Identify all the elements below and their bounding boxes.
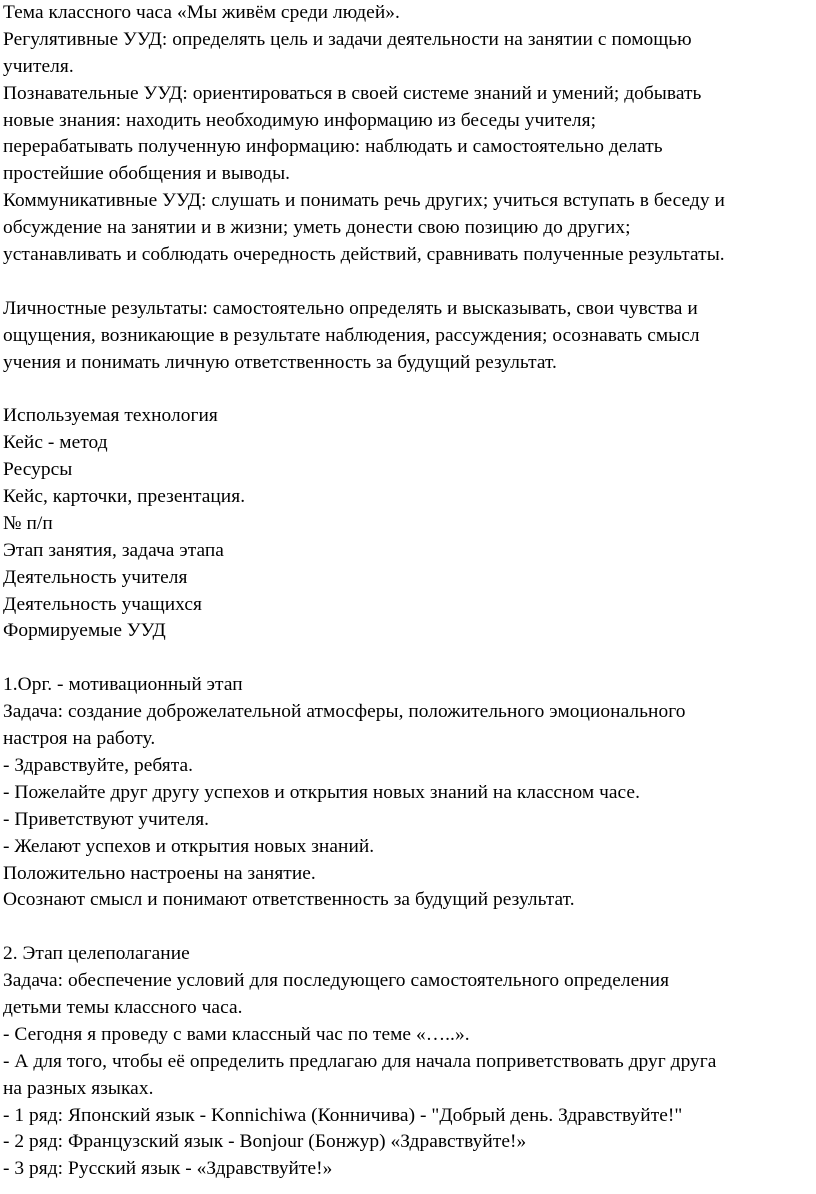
text-line: - Сегодня я проведу с вами классный час по теме «…..». <box>3 1023 470 1045</box>
text-line: Задача: создание доброжелательной атмосферы, положительного эмоционального <box>3 701 686 723</box>
text-line: Кейс - метод <box>3 432 108 454</box>
text-line: настроя на работу. <box>3 728 156 750</box>
text-line: перерабатывать полученную информацию: наблюдать и самостоятельно делать <box>3 136 663 158</box>
text-line: - Приветствуют учителя. <box>3 808 210 830</box>
text-line: Тема классного часа «Мы живём среди людей». <box>3 2 400 23</box>
text-line: 1.Орг. - мотивационный этап <box>3 674 243 696</box>
text-line: - 2 ряд: Французский язык - Bonjour (Бонжур) «Здравствуйте!» <box>3 1131 527 1153</box>
text-line: Этап занятия, задача этапа <box>3 539 224 561</box>
text-line: простейшие обобщения и выводы. <box>3 163 291 185</box>
text-line: новые знания: находить необходимую информацию из беседы учителя; <box>3 109 597 131</box>
text-line: Коммуникативные УУД: слушать и понимать речь других; учиться вступать в беседу и <box>3 190 725 212</box>
blank-line <box>3 269 815 296</box>
text-line: учителя. <box>3 55 74 77</box>
text-line: Регулятивные УУД: определять цель и задачи деятельности на занятии с помощью <box>3 28 692 50</box>
text-line: детьми темы классного часа. <box>3 996 243 1018</box>
text-line: Личностные результаты: самостоятельно определять и высказывать, свои чувства и <box>3 297 698 319</box>
text-line: ощущения, возникающие в результате наблюдения, рассуждения; осознавать смысл <box>3 324 700 346</box>
text-line: Задача: обеспечение условий для последующего самостоятельного определения <box>3 970 670 992</box>
text-line: - Желают успехов и открытия новых знаний. <box>3 835 375 857</box>
text-line: на разных языках. <box>3 1077 154 1099</box>
text-line: Познавательные УУД: ориентироваться в своей системе знаний и умений; добывать <box>3 82 702 104</box>
text-line: устанавливать и соблюдать очередность действий, сравнивать полученные результаты. <box>3 244 725 266</box>
text-line: - А для того, чтобы её определить предлагаю для начала поприветствовать друг друга <box>3 1050 717 1072</box>
text-line: 2. Этап целеполагание <box>3 943 190 965</box>
text-line: Деятельность учителя <box>3 566 188 588</box>
document-page <box>3 0 815 1183</box>
text-line: обсуждение на занятии и в жизни; уметь донести свою позицию до других; <box>3 217 631 239</box>
text-line: - Пожелайте друг другу успехов и открытия новых знаний на классном часе. <box>3 781 640 803</box>
text-line: Положительно настроены на занятие. <box>3 862 316 884</box>
text-line: - 1 ряд: Японский язык - Konnichiwa (Конничива) - "Добрый день. Здравствуйте!" <box>3 1104 683 1126</box>
text-line: Используемая технология <box>3 405 218 427</box>
text-line: № п/п <box>3 512 53 534</box>
text-line: Ресурсы <box>3 459 73 481</box>
text-line: Деятельность учащихся <box>3 593 202 615</box>
text-line: Формируемые УУД <box>3 620 166 642</box>
blank-line <box>3 914 815 941</box>
text-line: - 3 ряд: Русский язык - «Здравствуйте!» <box>3 1158 333 1180</box>
text-line: Осознают смысл и понимают ответственность за будущий результат. <box>3 889 575 911</box>
text-line: - Здравствуйте, ребята. <box>3 754 194 776</box>
blank-line <box>3 376 815 403</box>
blank-line <box>3 645 815 672</box>
text-line: Кейс, карточки, презентация. <box>3 486 246 508</box>
text-line: учения и понимать личную ответственность за будущий результат. <box>3 351 557 373</box>
